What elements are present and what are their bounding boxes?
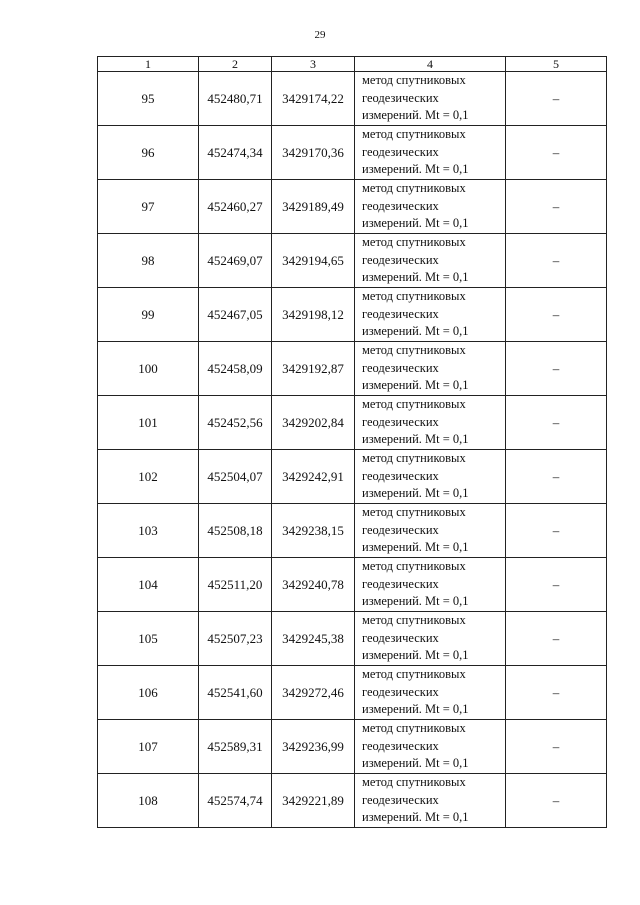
coordinate-x: 452467,05 [199, 288, 272, 342]
header-row [98, 57, 607, 72]
coordinate-x: 452589,31 [199, 720, 272, 774]
method-line-1: метод спутниковых [362, 451, 466, 466]
determination-method [355, 180, 506, 234]
method-line-3: измерений. Mt = 0,1 [362, 162, 469, 177]
point-number: 96 [98, 126, 199, 180]
note-cell: – [506, 288, 607, 342]
method-line-2: геодезических [362, 306, 439, 321]
determination-method [355, 396, 506, 450]
coordinate-y: 3429245,38 [272, 612, 355, 666]
coordinate-y: 3429238,15 [272, 504, 355, 558]
method-line-3: измерений. Mt = 0,1 [362, 594, 469, 609]
method-line-3: измерений. Mt = 0,1 [362, 702, 469, 717]
coordinate-x: 452541,60 [199, 666, 272, 720]
determination-method [355, 342, 506, 396]
method-line-2: геодезических [362, 90, 439, 105]
determination-method [355, 720, 506, 774]
determination-method [355, 774, 506, 828]
point-number: 100 [98, 342, 199, 396]
method-line-1: метод спутниковых [362, 775, 466, 790]
note-cell: – [506, 180, 607, 234]
header-cell-3: 3 [272, 57, 355, 72]
note-cell: – [506, 558, 607, 612]
point-number: 104 [98, 558, 199, 612]
table-row [98, 234, 607, 288]
method-line-1: метод спутниковых [362, 73, 466, 88]
method-line-3: измерений. Mt = 0,1 [362, 108, 469, 123]
method-line-1: метод спутниковых [362, 667, 466, 682]
method-line-1: метод спутниковых [362, 505, 466, 520]
method-line-1: метод спутниковых [362, 613, 466, 628]
header-cell-5: 5 [506, 57, 607, 72]
coordinates-table [97, 56, 607, 828]
method-line-1: метод спутниковых [362, 235, 466, 250]
table-row [98, 450, 607, 504]
note-cell: – [506, 612, 607, 666]
determination-method [355, 72, 506, 126]
note-cell: – [506, 450, 607, 504]
determination-method [355, 288, 506, 342]
coordinate-x: 452474,34 [199, 126, 272, 180]
point-number: 99 [98, 288, 199, 342]
method-line-3: измерений. Mt = 0,1 [362, 540, 469, 555]
method-line-2: геодезических [362, 252, 439, 267]
point-number: 101 [98, 396, 199, 450]
coordinate-x: 452469,07 [199, 234, 272, 288]
coordinate-y: 3429236,99 [272, 720, 355, 774]
determination-method [355, 504, 506, 558]
coordinate-y: 3429170,36 [272, 126, 355, 180]
note-cell: – [506, 774, 607, 828]
determination-method [355, 612, 506, 666]
method-line-1: метод спутниковых [362, 343, 466, 358]
coordinate-x: 452458,09 [199, 342, 272, 396]
note-cell: – [506, 396, 607, 450]
coordinate-x: 452504,07 [199, 450, 272, 504]
method-line-3: измерений. Mt = 0,1 [362, 324, 469, 339]
point-number: 106 [98, 666, 199, 720]
method-line-1: метод спутниковых [362, 289, 466, 304]
point-number: 97 [98, 180, 199, 234]
table-row [98, 558, 607, 612]
method-line-3: измерений. Mt = 0,1 [362, 432, 469, 447]
method-line-2: геодезических [362, 144, 439, 159]
method-line-2: геодезических [362, 522, 439, 537]
coordinate-y: 3429221,89 [272, 774, 355, 828]
coordinate-y: 3429198,12 [272, 288, 355, 342]
method-line-2: геодезических [362, 468, 439, 483]
method-line-3: измерений. Mt = 0,1 [362, 810, 469, 825]
method-line-3: измерений. Mt = 0,1 [362, 270, 469, 285]
header-cell-4: 4 [355, 57, 506, 72]
method-line-1: метод спутниковых [362, 721, 466, 736]
method-line-1: метод спутниковых [362, 397, 466, 412]
method-line-2: геодезических [362, 576, 439, 591]
coordinate-y: 3429174,22 [272, 72, 355, 126]
coordinate-x: 452460,27 [199, 180, 272, 234]
method-line-3: измерений. Mt = 0,1 [362, 648, 469, 663]
coordinate-x: 452574,74 [199, 774, 272, 828]
point-number: 98 [98, 234, 199, 288]
coordinate-y: 3429189,49 [272, 180, 355, 234]
coordinate-x: 452508,18 [199, 504, 272, 558]
method-line-2: геодезических [362, 198, 439, 213]
point-number: 108 [98, 774, 199, 828]
determination-method [355, 234, 506, 288]
table-row [98, 180, 607, 234]
table-row [98, 720, 607, 774]
determination-method [355, 558, 506, 612]
header-cell-2: 2 [199, 57, 272, 72]
determination-method [355, 666, 506, 720]
point-number: 107 [98, 720, 199, 774]
note-cell: – [506, 720, 607, 774]
method-line-2: геодезических [362, 738, 439, 753]
method-line-2: геодезических [362, 360, 439, 375]
method-line-3: измерений. Mt = 0,1 [362, 378, 469, 393]
table-row [98, 774, 607, 828]
header-cell-1: 1 [98, 57, 199, 72]
method-line-2: геодезических [362, 414, 439, 429]
coordinate-y: 3429202,84 [272, 396, 355, 450]
table-row [98, 504, 607, 558]
table-row [98, 72, 607, 126]
note-cell: – [506, 126, 607, 180]
table-row [98, 288, 607, 342]
point-number: 105 [98, 612, 199, 666]
coordinate-x: 452452,56 [199, 396, 272, 450]
note-cell: – [506, 342, 607, 396]
table-row [98, 396, 607, 450]
table-row [98, 612, 607, 666]
method-line-1: метод спутниковых [362, 559, 466, 574]
point-number: 95 [98, 72, 199, 126]
coordinate-x: 452507,23 [199, 612, 272, 666]
point-number: 102 [98, 450, 199, 504]
note-cell: – [506, 72, 607, 126]
method-line-1: метод спутниковых [362, 181, 466, 196]
method-line-2: геодезических [362, 792, 439, 807]
coordinate-y: 3429240,78 [272, 558, 355, 612]
method-line-2: геодезических [362, 630, 439, 645]
method-line-3: измерений. Mt = 0,1 [362, 486, 469, 501]
determination-method [355, 450, 506, 504]
note-cell: – [506, 666, 607, 720]
coordinate-y: 3429194,65 [272, 234, 355, 288]
table-row [98, 342, 607, 396]
coordinate-y: 3429192,87 [272, 342, 355, 396]
point-number: 103 [98, 504, 199, 558]
coordinate-y: 3429272,46 [272, 666, 355, 720]
note-cell: – [506, 234, 607, 288]
coordinate-x: 452511,20 [199, 558, 272, 612]
table-row [98, 126, 607, 180]
coordinate-x: 452480,71 [199, 72, 272, 126]
coordinate-y: 3429242,91 [272, 450, 355, 504]
method-line-3: измерений. Mt = 0,1 [362, 756, 469, 771]
method-line-3: измерений. Mt = 0,1 [362, 216, 469, 231]
method-line-2: геодезических [362, 684, 439, 699]
determination-method [355, 126, 506, 180]
method-line-1: метод спутниковых [362, 127, 466, 142]
page-number: 29 [314, 29, 326, 41]
table-row [98, 666, 607, 720]
note-cell: – [506, 504, 607, 558]
